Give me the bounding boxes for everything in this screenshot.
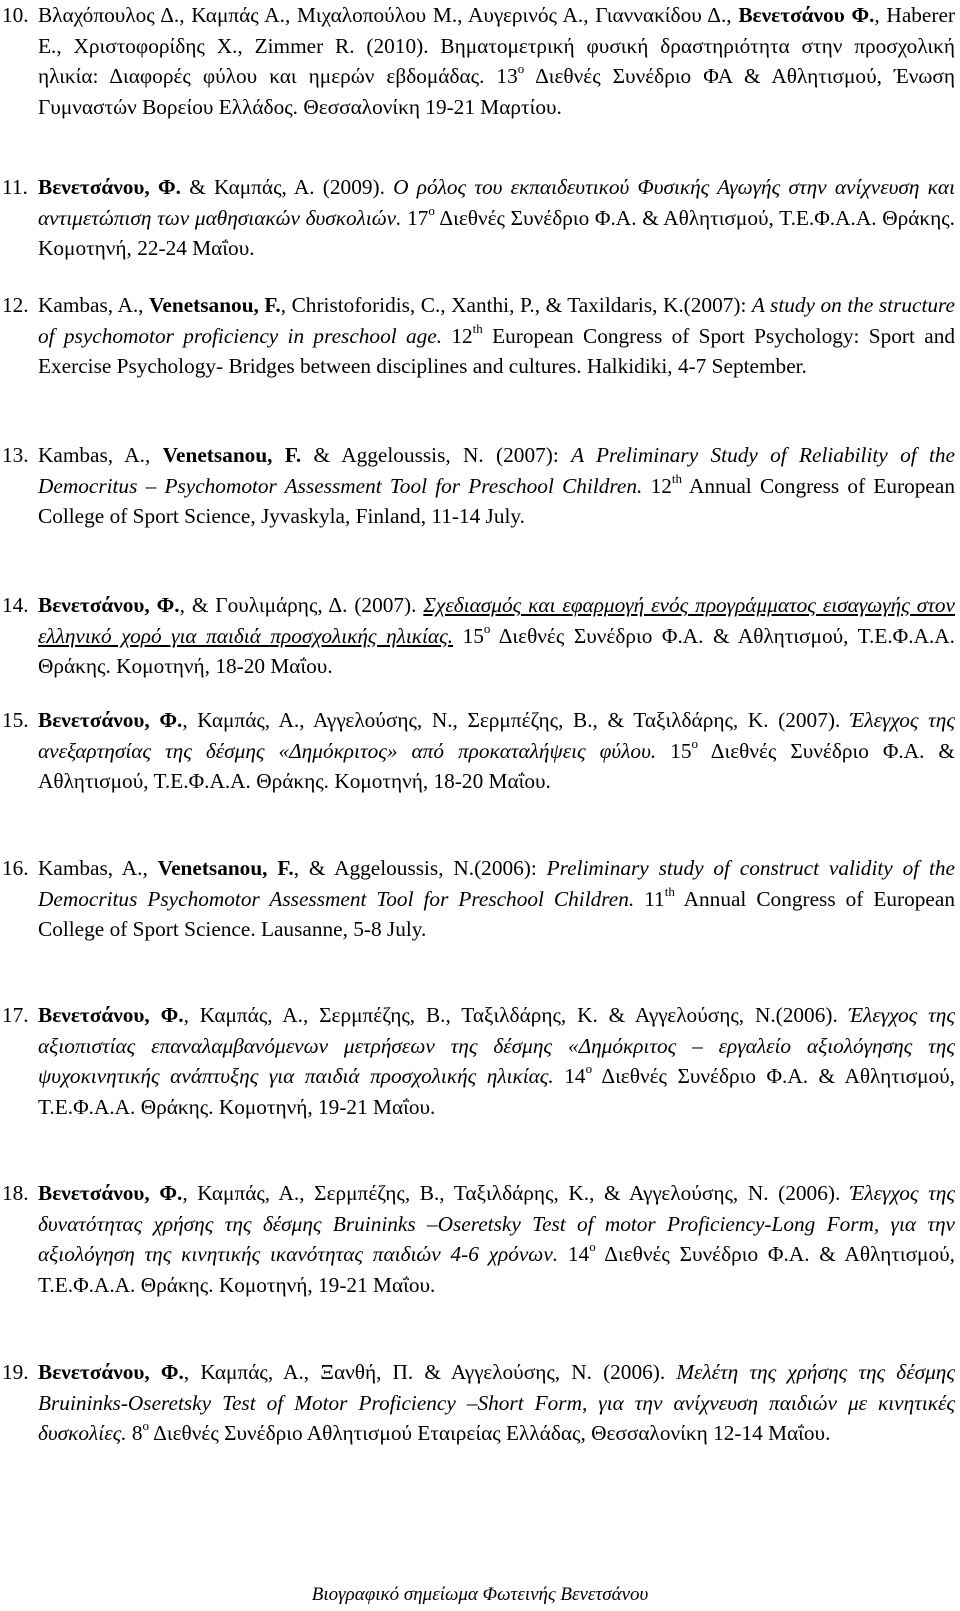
reference-edition: 12: [642, 473, 672, 498]
reference-highlighted-author: Βενετσάνου, Φ.: [38, 1003, 184, 1027]
reference-number: 17.: [2, 1003, 29, 1027]
reference-authors: , Καμπάς, Α., Ξανθή, Π. & Αγγελούσης, Ν. (2006).: [183, 1360, 677, 1384]
reference-ordinal: th: [664, 883, 675, 899]
reference-number: 10.: [2, 3, 29, 27]
reference-highlighted-author: Βενετσάνου Φ.: [738, 3, 875, 27]
reference-authors: , Καμπάς, Α., Σερμπέζης, Β., Ταξιλδάρης, Κ., & Αγγελούσης, Ν. (2006).: [182, 1181, 850, 1205]
reference-edition: 12: [442, 323, 473, 348]
reference-title: Preliminary study of construct validity of the Democritus Psychomotor Assessment Tool for Preschool Children.: [38, 856, 955, 911]
reference-venue: Annual Congress of European College of Sport Science, Jyvaskyla, Finland, 11-14 July.: [38, 473, 955, 529]
reference-authors: , Καμπάς, Α., Σερμπέζης, Β., Ταξιλδάρης, Κ. & Αγγελούσης, Ν.(2006).: [183, 1003, 849, 1027]
reference-number: 11.: [2, 175, 28, 199]
reference-highlighted-author: Βενετσάνου, Φ.: [38, 708, 183, 732]
reference-ordinal: ο: [483, 620, 491, 636]
reference-edition: 11: [634, 886, 665, 911]
reference-authors: Kambas, A.,: [38, 856, 158, 880]
reference-highlighted-author: Βενετσάνου, Φ.: [38, 593, 180, 617]
reference-number: 13.: [2, 443, 29, 467]
reference-number: 16.: [2, 856, 29, 880]
reference-14: [0, 590, 955, 682]
reference-authors: & Καμπάς, Α. (2009).: [180, 175, 394, 199]
reference-authors-cont: , Haberer E., Χριστοφορίδης Χ., Zimmer R. (2010). Βηματομετρική φυσική δραστηριότητα στην προσχολική ηλικία: Διαφορές φύλου και ημερών εβδομάδας. 13: [38, 3, 956, 89]
reference-ordinal: ο: [517, 61, 525, 77]
reference-edition: 15: [453, 623, 484, 648]
reference-11: [0, 172, 955, 264]
reference-authors: Kambas, A.,: [38, 293, 149, 317]
reference-12: [0, 290, 955, 382]
reference-ordinal: ο: [428, 202, 435, 218]
reference-title: Σχεδιασμός και εφαρμογή ενός προγράμματος εισαγωγής στον ελληνικό χορό για παιδιά προσχολικής ηλικίας.: [38, 593, 955, 648]
reference-edition: 14: [553, 1064, 586, 1089]
reference-authors-cont: , & Aggeloussis, N.(2006):: [293, 856, 547, 880]
page-footer: Βιογραφικό σημείωμα Φωτεινής Βενετσάνου: [311, 1584, 649, 1605]
reference-13: [0, 440, 955, 532]
reference-edition: 15: [656, 738, 692, 763]
reference-16: [0, 853, 955, 945]
reference-ordinal: ο: [585, 1061, 593, 1077]
reference-highlighted-author: Venetsanou, F.: [149, 293, 281, 317]
reference-number: 18.: [2, 1181, 29, 1205]
reference-highlighted-author: Venetsanou, F.: [162, 443, 302, 467]
reference-edition: 17: [401, 205, 429, 230]
reference-title: Έλεγχος της αξιοπιστίας επαναλαμβανόμενων μετρήσεων της δέσμης «Δημόκριτος – εργαλείο αξιολόγησης της ψυχοκινητικής ανάπτυξης για παιδιά προσχολικής ηλικίας.: [38, 1003, 955, 1089]
reference-title: Έλεγχος της δυνατότητας χρήσης της δέσμης Bruininks –Oseretsky Test of motor Proficiency-Long Form, για την αξιολόγηση της κινητικής ικανότητας παιδιών 4-6 χρόνων.: [38, 1181, 955, 1267]
reference-ordinal: ο: [142, 1418, 150, 1434]
reference-title: A study on the structure of psychomotor proficiency in preschool age.: [38, 293, 955, 348]
reference-17: [0, 1000, 955, 1123]
reference-authors: , Καμπάς, Α., Αγγελούσης, Ν., Σερμπέζης, Β., & Ταξιλδάρης, Κ. (2007).: [182, 708, 850, 732]
reference-authors: , & Γουλιμάρης, Δ. (2007).: [179, 593, 424, 617]
reference-18: [0, 1178, 955, 1301]
reference-highlighted-author: Venetsanou, F.: [157, 856, 294, 880]
reference-title: Ο ρόλος του εκπαιδευτικού Φυσικής Αγωγής στην ανίχνευση και αντιμετώπιση των μαθησιακών δυσκολιών.: [38, 175, 955, 230]
reference-venue: Διεθνές Συνέδριο ΦΑ & Αθλητισμού, Ένωση Γυμναστών Βορείου Ελλάδος. Θεσσαλονίκη 19-21 Μαρτίου.: [38, 64, 955, 120]
reference-19: [0, 1357, 955, 1449]
reference-venue: Διεθνές Συνέδριο Φ.Α. & Αθλητισμού, Τ.Ε.Φ.Α.Α. Θράκης. Κομοτηνή, 18-20 Μαΐου.: [38, 623, 955, 679]
reference-number: 15.: [2, 708, 29, 732]
reference-ordinal: ο: [589, 1239, 596, 1255]
reference-venue: Διεθνές Συνέδριο Φ.Α. & Αθλητισμού, Τ.Ε.Φ.Α.Α. Θράκης. Κομοτηνή, 22-24 Μαΐου.: [38, 205, 956, 261]
reference-authors: Βλαχόπουλος Δ., Καμπάς Α., Μιχαλοπούλου Μ., Αυγερινός Α., Γιαννακίδου Δ.,: [38, 3, 739, 27]
reference-number: 14.: [2, 593, 29, 617]
reference-number: 19.: [2, 1360, 29, 1384]
reference-15: [0, 705, 955, 797]
reference-title: Έλεγχος της ανεξαρτησίας της δέσμης «Δημόκριτος» από προκαταλήψεις φύλου.: [38, 708, 955, 763]
reference-ordinal: th: [671, 470, 682, 486]
reference-ordinal: ο: [691, 735, 698, 751]
reference-highlighted-author: Βενετσάνου, Φ.: [38, 175, 181, 199]
reference-title: Μελέτη της χρήσης της δέσμης Bruininks-Oseretsky Test of Motor Proficiency –Short Form, για την ανίχνευση παιδιών με κινητικές δυσκολίες.: [38, 1360, 955, 1446]
reference-highlighted-author: Βενετσάνου, Φ.: [38, 1181, 183, 1205]
reference-edition: 8: [126, 1421, 143, 1446]
reference-ordinal: th: [472, 320, 483, 336]
reference-authors-cont: , Christoforidis, C., Xanthi, P., & Taxildaris, K.(2007):: [280, 293, 752, 317]
reference-venue: Διεθνές Συνέδριο Φ.Α. & Αθλητισμού, Τ.Ε.Φ.Α.Α. Θράκης. Κομοτηνή, 18-20 Μαΐου.: [38, 738, 955, 794]
reference-highlighted-author: Βενετσάνου, Φ.: [38, 1360, 184, 1384]
reference-10: [0, 0, 955, 123]
reference-venue: Annual Congress of European College of Sport Science. Lausanne, 5-8 July.: [38, 886, 955, 942]
reference-edition: 14: [558, 1242, 590, 1267]
reference-number: 12.: [2, 293, 29, 317]
reference-title: A Preliminary Study of Reliability of the Democritus – Psychomotor Assessment Tool for Preschool Children.: [38, 443, 955, 498]
reference-authors: Kambas, A.,: [38, 443, 163, 467]
reference-venue: European Congress of Sport Psychology: Sport and Exercise Psychology- Bridges between disciplines and cultures. Halkidiki, 4-7 September.: [38, 323, 955, 379]
reference-venue: Διεθνές Συνέδριο Φ.Α. & Αθλητισμού, Τ.Ε.Φ.Α.Α. Θράκης. Κομοτηνή, 19-21 Μαΐου.: [38, 1242, 955, 1298]
reference-authors-cont: & Aggeloussis, N. (2007):: [301, 443, 572, 467]
reference-venue: Διεθνές Συνέδριο Φ.Α. & Αθλητισμού, Τ.Ε.Φ.Α.Α. Θράκης. Κομοτηνή, 19-21 Μαΐου.: [38, 1064, 955, 1120]
reference-venue: Διεθνές Συνέδριο Αθλητισμού Εταιρείας Ελλάδας, Θεσσαλονίκη 12-14 Μαΐου.: [149, 1421, 831, 1446]
